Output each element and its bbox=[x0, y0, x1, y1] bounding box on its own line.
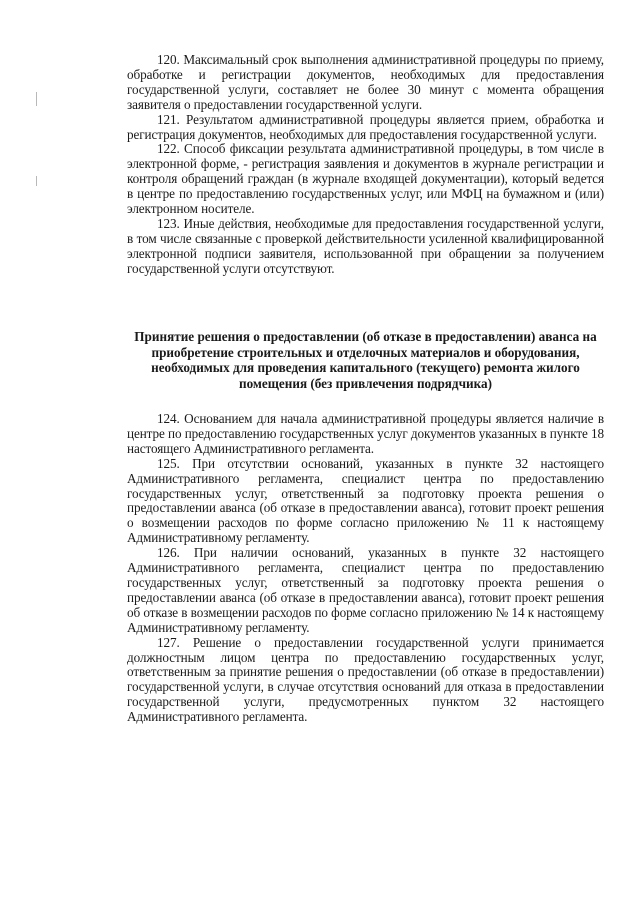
paragraph-127: 127. Решение о предоставлении государственной услуги принимается должностным лицом центра по предоставлению государственных услуг, ответственным за принятие решения о предоставлении (об отказе в предоставлении) государственной услуги, в случае отсутствия оснований для отказа в предоставлении государственной услуги, предусмотренных пунктом 32 настоящего Административного регламента. bbox=[127, 634, 604, 725]
section-intake-procedure bbox=[127, 53, 604, 277]
paragraph-125: 125. При отсутствии оснований, указанных в пункте 32 настоящего Административного регламента, специалист центра по предоставлению государственных услуг, ответственный за подготовку проекта решения о предоставлении аванса (об отказе в предоставлении аванса), готовит проект решения о возмещении расходов по форме согласно приложению № 11 к настоящему Административному регламенту. bbox=[127, 455, 604, 546]
paragraph-124: 124. Основанием для начала административной процедуры является наличие в центре по предоставлению государственных услуг документов указанных в пункте 18 настоящего Административного регламента. bbox=[127, 411, 604, 456]
scan-margin-mark bbox=[36, 92, 37, 106]
paragraph-120: 120. Максимальный срок выполнения административной процедуры по приему, обработке и регистрации документов, необходимых для предоставления государственной услуги, составляет не более 30 минут с момента обращения заявителя о предоставлении государственной услуги. bbox=[127, 52, 604, 112]
paragraph-126: 126. При наличии оснований, указанных в пункте 32 настоящего Административного регламента, специалист центра по предоставлению государственных услуг, ответственный за подготовку проекта решения о предоставлении аванса (об отказе в предоставлении аванса), готовит проект решения об отказе в возмещении расходов по форме согласно приложению № 14 к настоящему Административному регламенту. bbox=[127, 545, 604, 635]
paragraph-121: 121. Результатом административной процедуры является прием, обработка и регистрация документов, необходимых для предоставления государственной услуги. bbox=[127, 111, 604, 142]
paragraph-123: 123. Иные действия, необходимые для предоставления государственной услуги, в том числе связанные с проверкой действительности усиленной квалифицированной электронной подписи заявителя, использованной при обращении за получением государственной услуги отсутствуют. bbox=[127, 215, 604, 276]
paragraph-122: 122. Способ фиксации результата административной процедуры, в том числе в электронной форме, - регистрация заявления и документов в журнале регистрации и контроля обращений граждан (в журнале входящей документации), который ведется в центре по предоставлению государственных услуг, или МФЦ на бумажном и (или) электронном носителе. bbox=[127, 141, 604, 217]
scan-margin-mark bbox=[36, 176, 37, 186]
section-advance-decision bbox=[127, 412, 604, 725]
section-heading: Принятие решения о предоставлении (об отказе в предоставлении) аванса на приобретение строительных и отделочных материалов и оборудования, необходимых для проведения капитального (текущего) ремонта жилого помещения (без привлечения подрядчика) bbox=[134, 329, 597, 391]
